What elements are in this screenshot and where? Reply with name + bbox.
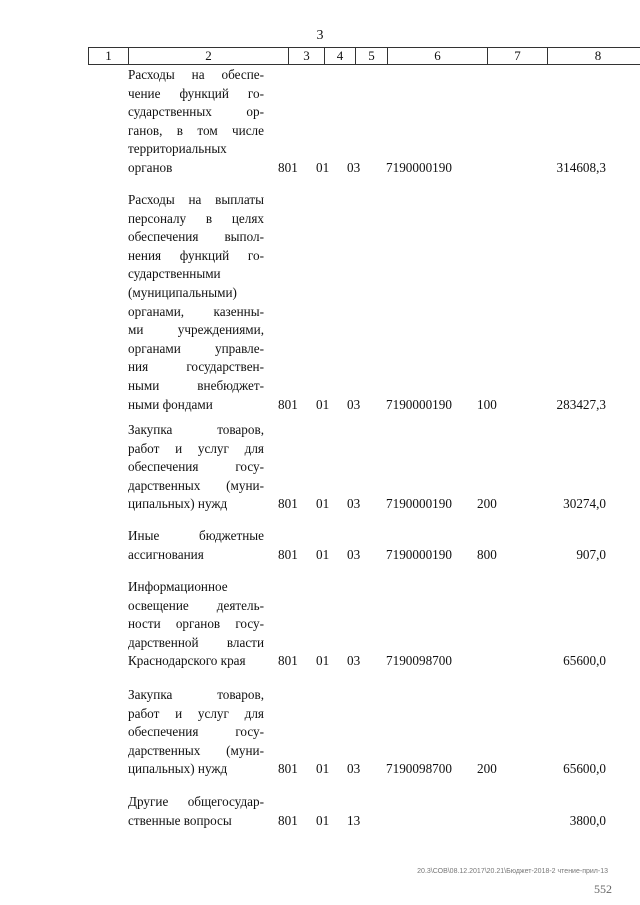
cell-c8: 65600,0 (563, 761, 606, 777)
cell-c3: 801 (278, 653, 298, 669)
row-name (128, 793, 264, 830)
cell-c5: 03 (347, 653, 361, 669)
header-col-6: 6 (388, 48, 488, 64)
row-name-line: территориальных (128, 141, 227, 157)
row-name-line: ганов, в том числе (128, 122, 264, 138)
row-name-line: обеспечения госу- (128, 724, 264, 740)
row-name (128, 421, 264, 514)
table-row (0, 421, 640, 514)
row-name-line: Закупка товаров, (128, 422, 264, 437)
row-name-line: Закупка товаров, (128, 687, 264, 702)
cell-c8: 283427,3 (556, 396, 606, 412)
cell-c7: 200 (477, 761, 497, 777)
row-name-line: ципальных) нужд (128, 761, 228, 777)
cell-c4: 01 (316, 653, 330, 669)
cell-c4: 01 (316, 496, 330, 512)
row-name-line: сударственных ор- (128, 104, 264, 120)
row-name-line: ципальных) нужд (128, 496, 228, 512)
cell-c7: 100 (477, 396, 497, 412)
row-name-line: ми учреждениями, (128, 322, 264, 338)
row-name (128, 66, 264, 178)
footer-file-code: 20.3\СОВ\08.12.2017\20.21\Бюджет-2018-2 чтение-прил-13 (417, 868, 608, 875)
row-name-line: чение функций го- (128, 85, 264, 101)
cell-c6: 7190098700 (386, 653, 452, 669)
table-row (0, 578, 640, 671)
cell-c3: 801 (278, 812, 298, 828)
cell-c3: 801 (278, 546, 298, 562)
row-name-line: Расходы на обеспе- (128, 67, 264, 82)
row-name-line: (муниципальными) (128, 284, 237, 300)
table-header (88, 47, 640, 65)
row-name-line: органов (128, 159, 173, 175)
row-name-line: сударственными (128, 266, 221, 282)
header-col-7: 7 (488, 48, 548, 64)
table-row (0, 793, 640, 830)
cell-c6: 7190098700 (386, 761, 452, 777)
cell-c6: 7190000190 (386, 396, 452, 412)
row-name-line: дарственных (муни- (128, 742, 264, 758)
row-name-line: работ и услуг для (128, 705, 264, 721)
row-name-line: ными внебюджет- (128, 377, 264, 393)
cell-c4: 01 (316, 160, 330, 175)
row-name-line: органами, казенны- (128, 303, 264, 319)
cell-c5: 03 (347, 761, 361, 777)
row-name-line: Расходы на выплаты (128, 192, 264, 207)
row-name-line: Другие общегосудар- (128, 794, 264, 809)
header-col-1: 1 (89, 48, 129, 64)
cell-c4: 01 (316, 812, 330, 828)
row-name-line: ния государствен- (128, 359, 264, 375)
table-row (0, 527, 640, 564)
row-name-line: ными фондами (128, 396, 213, 412)
row-name (128, 191, 264, 414)
header-col-4: 4 (325, 48, 356, 64)
cell-c8: 30274,0 (563, 496, 606, 512)
sheet-number: 552 (594, 882, 612, 896)
header-col-8: 8 (594, 48, 602, 63)
cell-c3: 801 (278, 761, 298, 777)
cell-c5: 03 (347, 496, 361, 512)
row-name-line: ассигнования (128, 546, 204, 562)
cell-c4: 01 (316, 396, 330, 412)
row-name-line: Краснодарского края (128, 653, 246, 669)
page-number: 3 (316, 28, 324, 43)
row-name-line: нения функций го- (128, 247, 264, 263)
cell-c3: 801 (278, 396, 298, 412)
row-name-line: работ и услуг для (128, 440, 264, 456)
table-row (0, 686, 640, 779)
cell-c3: 801 (278, 496, 298, 512)
cell-c5: 03 (347, 396, 361, 412)
row-name-line: дарственной власти (128, 634, 264, 650)
cell-c6: 7190000190 (386, 160, 452, 175)
header-col-2: 2 (129, 48, 289, 64)
row-name-line: обеспечения госу- (128, 459, 264, 475)
row-name-line: обеспечения выпол- (128, 229, 264, 245)
cell-c8: 314608,3 (556, 160, 606, 175)
row-name-line: освещение деятель- (128, 597, 264, 613)
row-name-line: дарственных (муни- (128, 477, 264, 493)
cell-c7: 800 (477, 546, 497, 562)
header-col-3: 3 (289, 48, 325, 64)
cell-c5: 13 (347, 812, 361, 828)
row-name-line: ственные вопросы (128, 812, 232, 828)
row-name-line: ности органов госу- (128, 616, 264, 632)
table-row (0, 66, 640, 178)
cell-c6: 7190000190 (386, 496, 452, 512)
row-name-line: Иные бюджетные (128, 528, 264, 543)
row-name-line: Информационное (128, 579, 228, 594)
cell-c8: 3800,0 (569, 812, 606, 828)
row-name (128, 527, 264, 564)
cell-c7: 200 (477, 496, 497, 512)
table-row (0, 191, 640, 414)
cell-c8: 65600,0 (563, 653, 606, 669)
cell-c4: 01 (316, 761, 330, 777)
cell-c4: 01 (316, 546, 330, 562)
cell-c3: 801 (278, 160, 298, 175)
row-name-line: органами управле- (128, 340, 264, 356)
row-name (128, 578, 264, 671)
cell-c5: 03 (347, 546, 361, 562)
cell-c8: 907,0 (576, 546, 606, 562)
row-name-line: персоналу в целях (128, 210, 264, 226)
header-col-5: 5 (356, 48, 388, 64)
cell-c5: 03 (347, 160, 361, 175)
row-name (128, 686, 264, 779)
cell-c6: 7190000190 (386, 546, 452, 562)
